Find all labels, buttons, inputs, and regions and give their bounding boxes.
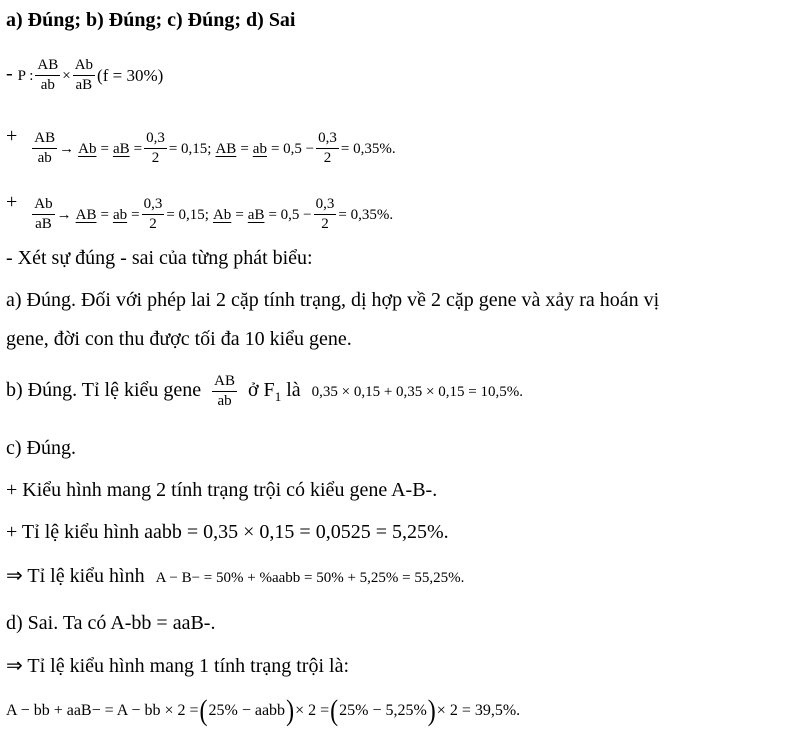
statement-c-line-3: ⇒ Tỉ lệ kiểu hình A − B− = 50% + %aabb = 50% + 5,25% = 55,25%. — [6, 565, 465, 587]
answer-summary: a) Đúng; b) Đúng; c) Đúng; d) Sai — [6, 9, 296, 31]
statement-c-head: c) Đúng. — [6, 437, 76, 459]
statement-d-line-1: ⇒ Tỉ lệ kiểu hình mang 1 tính trạng trội là: — [6, 655, 350, 677]
consider-heading: - Xét sự đúng - sai của từng phát biểu: — [6, 247, 313, 269]
statement-a-line-2: gene, đời con thu được tối đa 10 kiểu gene. — [6, 328, 352, 350]
implies-icon: ⇒ — [6, 655, 23, 677]
fraction-ab-ab-2: $\frac{Ab}{aB}$ — [74, 57, 94, 93]
final-equation: A − bb + aaB− = A − bb × 2 = ( 25% − aabb ) × 2 = ( 25% − 5,25% ) × 2 = 39,5%. — [6, 694, 521, 728]
implies-icon: ⇒ — [6, 565, 23, 587]
statement-a-line-1: a) Đúng. Đối với phép lai 2 cặp tính trạng, dị hợp về 2 cặp gene và xảy ra hoán vị — [6, 289, 660, 311]
gamete-line-1: + $\frac{AB}{ab}$ → Ab = aB = $\frac{0,3}{2}$ = 0,15; AB = ab = 0,5 − $\frac{0,3}{2}$ = 0,35%. — [6, 125, 396, 166]
statement-d-head: d) Sai. Ta có A-bb = aaB-. — [6, 612, 216, 634]
fraction-ab-ab: $\frac{AB}{ab}$ — [37, 57, 59, 93]
statement-b: b) Đúng. Tỉ lệ kiểu gene $\frac{AB}{ab}$ ở $F_1$ là 0,35 × 0,15 + 0,35 × 0,15 = 10,5%. — [6, 373, 523, 409]
statement-c-line-2: + Tỉ lệ kiểu hình aabb = 0,35 × 0,15 = 0,0525 = 5,25%. — [6, 521, 449, 543]
gamete-line-2: + $\frac{Ab}{aB}$ → AB = ab = $\frac{0,3}{2}$ = 0,15; Ab = aB = 0,5 − $\frac{0,3}{2}$ = 0,35%. — [6, 191, 394, 232]
statement-c-line-1: + Kiểu hình mang 2 tính trạng trội có kiểu gene A-B-. — [6, 479, 438, 501]
p-cross-line: - P : $\frac{AB}{ab}$ × $\frac{Ab}{aB}$ (f = 30%) — [6, 57, 164, 93]
